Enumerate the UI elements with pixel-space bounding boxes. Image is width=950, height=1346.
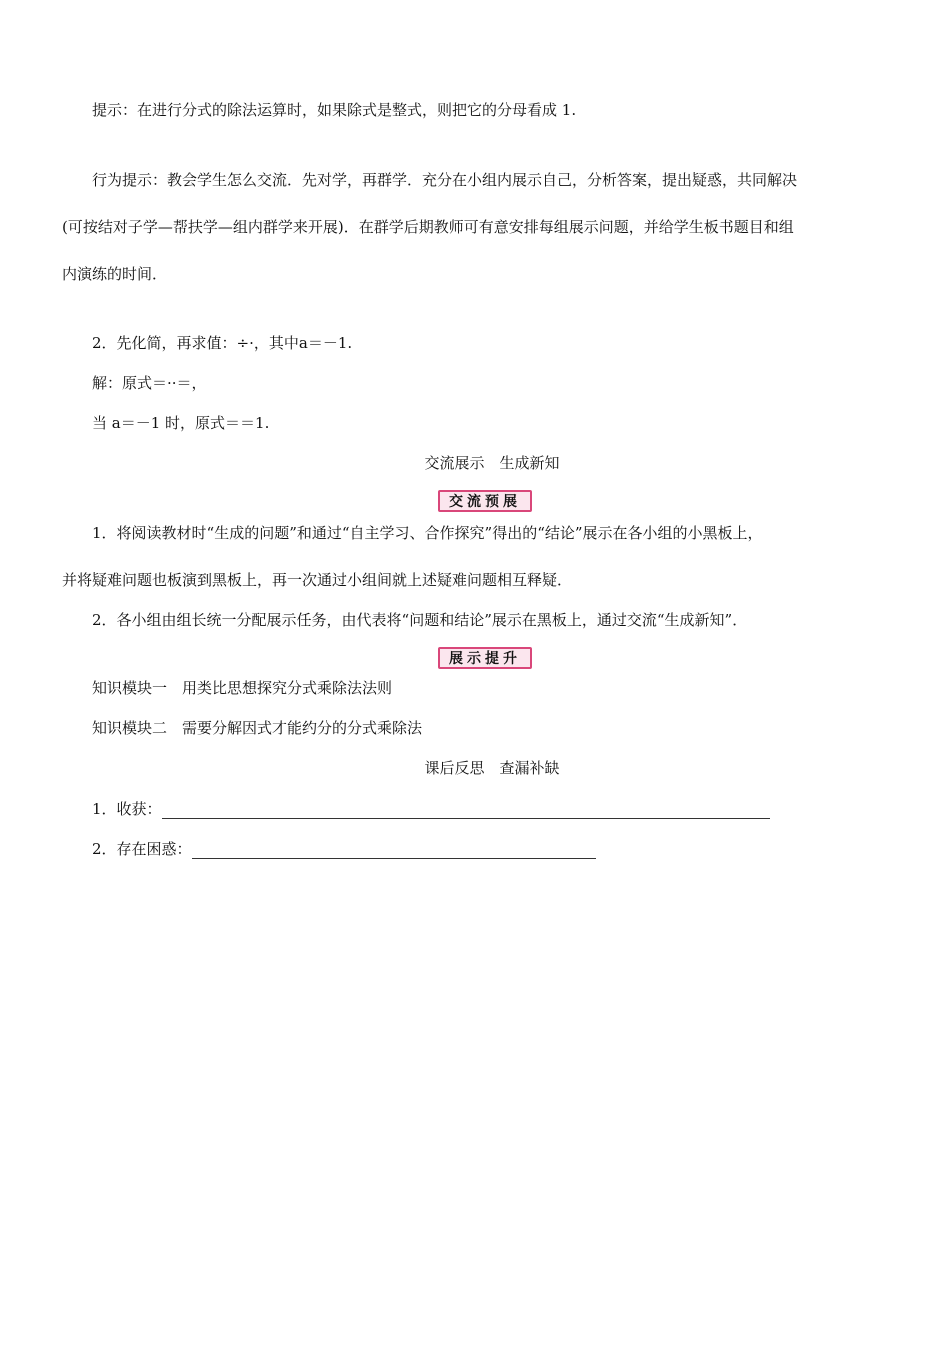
problem-2-solution: 解：原式＝··＝， [92, 374, 207, 392]
knowledge-module-2: 知识模块二 需要分解因式才能约分的分式乘除法 [92, 719, 423, 737]
knowledge-module-1: 知识模块一 用类比思想探究分式乘除法法则 [92, 679, 393, 697]
behavior-hint-line-1: 行为提示：教会学生怎么交流．先对学，再群学．充分在小组内展示自己，分析答案，提出疑惑，共同解决 [92, 171, 798, 189]
problem-2-evaluation: 当 a＝－1 时，原式＝＝1. [92, 414, 270, 432]
reflect-confusion-label: 2．存在困惑： [92, 840, 192, 858]
hint-text: 提示：在进行分式的除法运算时，如果除式是整式，则把它的分母看成 1. [92, 101, 577, 119]
gain-blank-line [162, 803, 770, 819]
badge-exchange-preview [438, 490, 532, 512]
exchange-item-1-line-1: 1．将阅读教材时“生成的问题”和通过“自主学习、合作探究”得出的“结论”展示在各小组的小黑板上， [92, 524, 763, 542]
section-title-exchange: 交流展示 生成新知 [424, 454, 560, 472]
badge-exchange-preview-label: 交流预展 [449, 494, 521, 510]
behavior-hint-line-3: 内演练的时间． [62, 265, 168, 283]
badge-show-improve-label: 展示提升 [449, 651, 521, 667]
reflect-gain-label: 1．收获： [92, 800, 162, 818]
behavior-hint-line-2: (可按结对子学—帮扶学—组内群学来开展)．在群学后期教师可有意安排每组展示问题，并给学生板书题目和组 [62, 218, 794, 236]
reflect-confusion [92, 839, 596, 859]
confusion-blank-line [192, 843, 596, 859]
section-title-reflect: 课后反思 查漏补缺 [424, 759, 560, 777]
reflect-gain [92, 799, 770, 819]
exchange-item-1-line-2: 并将疑难问题也板演到黑板上，再一次通过小组间就上述疑难问题相互释疑． [62, 571, 573, 589]
badge-show-improve [438, 647, 532, 669]
exchange-item-2: 2．各小组由组长统一分配展示任务，由代表将“问题和结论”展示在黑板上，通过交流“生成新知”． [92, 611, 748, 629]
problem-2-question: 2．先化简，再求值：÷·，其中a＝－1. [92, 334, 353, 352]
